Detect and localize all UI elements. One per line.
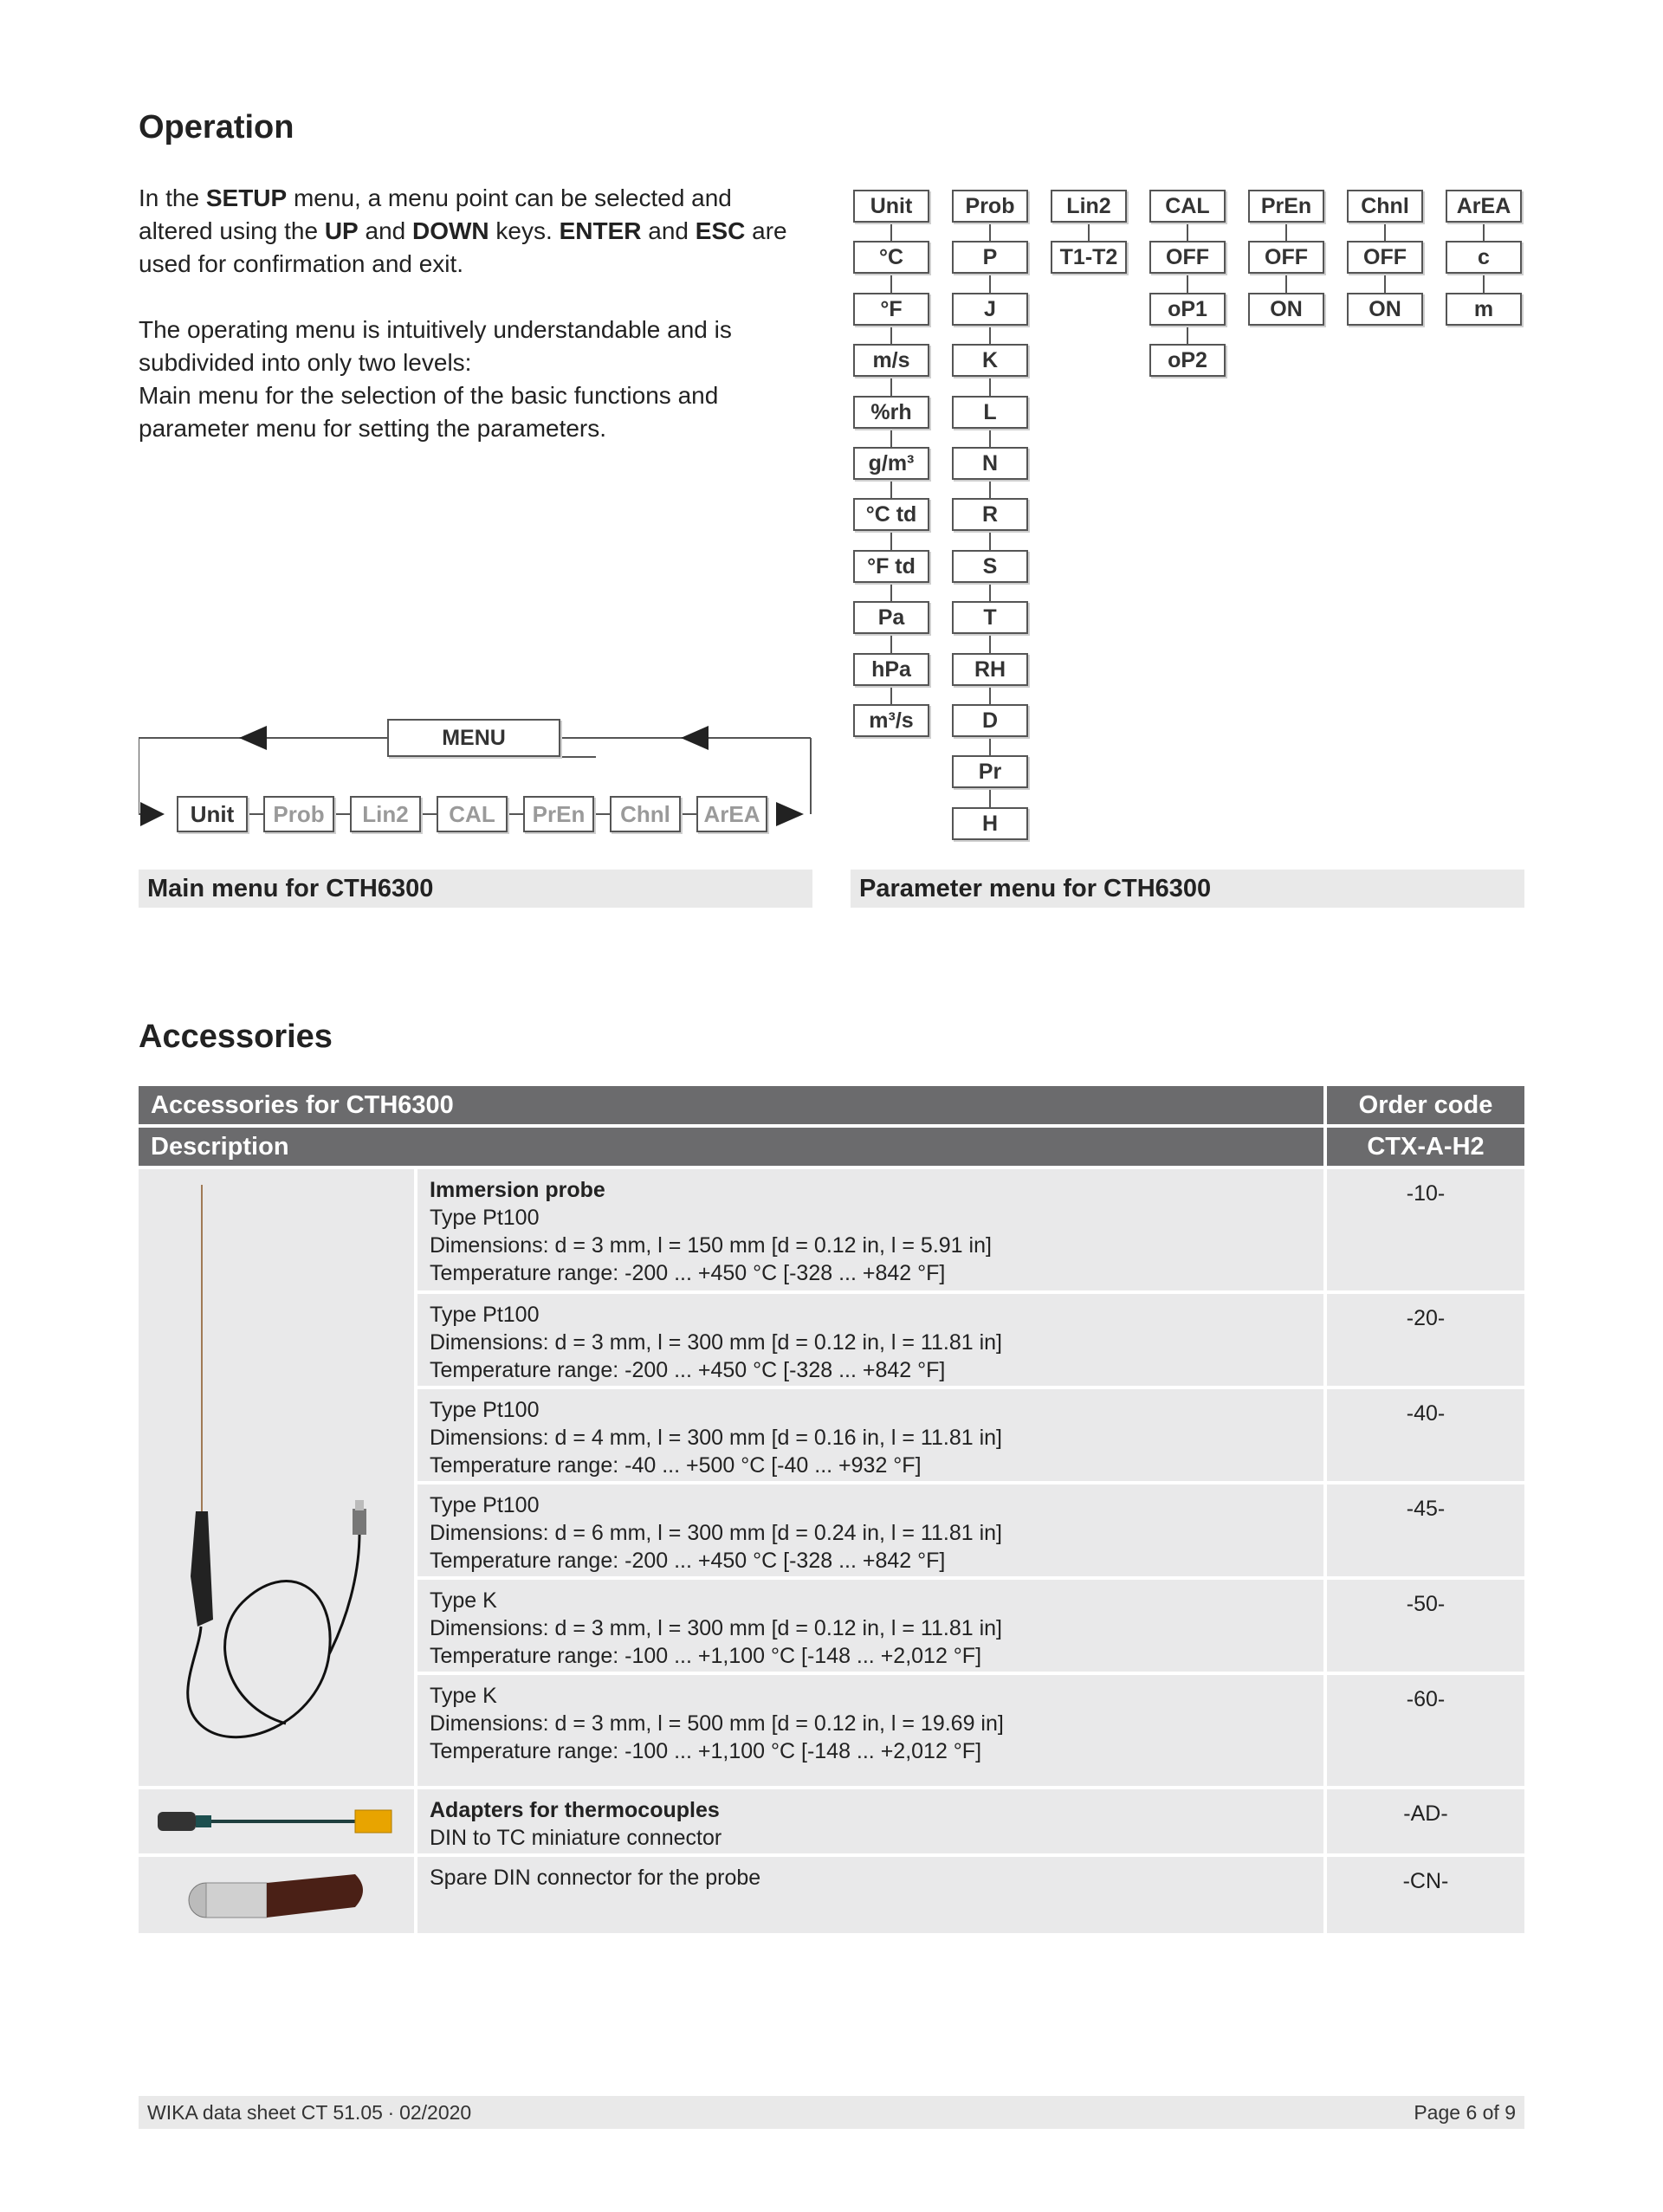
parameter-option: ON (1248, 293, 1324, 326)
parameter-option: m/s (853, 344, 929, 377)
parameter-option: hPa (853, 653, 929, 686)
description-line: Immersion probe (430, 1178, 605, 1202)
parameter-column-head: ArEA (1446, 190, 1522, 223)
order-code: -CN- (1327, 1857, 1524, 1933)
main-menu-diagram (139, 710, 814, 849)
parameter-option: m³/s (853, 704, 929, 737)
parameter-option: OFF (1149, 241, 1226, 274)
footer-document-id: WIKA data sheet CT 51.05 ∙ 02/2020 (147, 2100, 472, 2124)
table-header-order-code: Order code (1327, 1086, 1524, 1124)
operation-intro (139, 182, 832, 445)
parameter-option: OFF (1248, 241, 1324, 274)
description-line: Adapters for thermocouples (430, 1798, 720, 1822)
description-line: Temperature range: -200 ... +450 °C [-328 ... +842 °F] (430, 1549, 946, 1573)
din-connector-image (139, 1857, 414, 1933)
accessory-description (417, 1294, 1323, 1386)
description-line: Spare DIN connector for the probe (430, 1866, 761, 1890)
parameter-column-head: Prob (952, 190, 1028, 223)
parameter-option: J (952, 293, 1028, 326)
main-menu-item-pren: PrEn (523, 796, 594, 832)
main-menu-item-lin2: Lin2 (350, 796, 421, 832)
parameter-option: g/m³ (853, 447, 929, 480)
parameter-option: K (952, 344, 1028, 377)
parameter-column-head: Unit (853, 190, 929, 223)
accessory-description (417, 1675, 1323, 1786)
accessory-description (417, 1484, 1323, 1576)
parameter-option: °C td (853, 498, 929, 531)
description-line: Temperature range: -200 ... +450 °C [-328 ... +842 °F] (430, 1261, 946, 1285)
parameter-option: m (1446, 293, 1522, 326)
parameter-column-head: Lin2 (1051, 190, 1127, 223)
parameter-option: c (1446, 241, 1522, 274)
intro-paragraph-1: In the SETUP menu, a menu point can be selected and altered using the UP and DOWN keys. ENTER and ESC are used for confirmation and exit. (139, 184, 787, 277)
parameter-option: RH (952, 653, 1028, 686)
description-line: Type Pt100 (430, 1398, 540, 1422)
accessory-description (417, 1389, 1323, 1481)
description-line: Dimensions: d = 6 mm, l = 300 mm [d = 0.24 in, l = 11.81 in] (430, 1521, 1002, 1545)
description-line: Temperature range: -100 ... +1,100 °C [-148 ... +2,012 °F] (430, 1739, 982, 1763)
main-menu-caption: Main menu for CTH6300 (139, 870, 812, 908)
right-arrow-icon (140, 802, 165, 826)
table-header-left: Accessories for CTH6300 (139, 1086, 1323, 1124)
thermocouple-adapter-image (139, 1789, 414, 1853)
description-line: Type Pt100 (430, 1303, 540, 1327)
accessory-description (417, 1857, 1323, 1933)
description-line: Type Pt100 (430, 1493, 540, 1517)
parameter-option: T1-T2 (1051, 241, 1127, 274)
accessory-description (417, 1169, 1323, 1290)
page-footer (139, 2096, 1524, 2129)
order-code: -50- (1327, 1580, 1524, 1672)
intro-paragraph-2: The operating menu is intuitively understandable and is subdivided into only two levels: Main menu for the selection of the basic functions and parameter menu for setting the parameters. (139, 316, 732, 442)
parameter-option: °F td (853, 550, 929, 583)
accessory-description (417, 1789, 1323, 1853)
table-header-product-code: CTX-A-H2 (1327, 1128, 1524, 1166)
description-line: Dimensions: d = 3 mm, l = 300 mm [d = 0.12 in, l = 11.81 in] (430, 1616, 1002, 1640)
description-line: Temperature range: -100 ... +1,100 °C [-148 ... +2,012 °F] (430, 1644, 982, 1668)
order-code: -AD- (1327, 1789, 1524, 1853)
order-code: -40- (1327, 1389, 1524, 1481)
parameter-option: °F (853, 293, 929, 326)
description-line: Dimensions: d = 3 mm, l = 300 mm [d = 0.12 in, l = 11.81 in] (430, 1330, 1002, 1355)
parameter-option: Pa (853, 601, 929, 634)
description-line: Type K (430, 1588, 497, 1613)
main-menu-item-prob: Prob (263, 796, 334, 832)
left-arrow-icon (239, 726, 267, 750)
parameter-option: N (952, 447, 1028, 480)
parameter-column-head: Chnl (1347, 190, 1423, 223)
parameter-option: H (952, 807, 1028, 840)
description-line: Temperature range: -200 ... +450 °C [-328 ... +842 °F] (430, 1358, 946, 1382)
right-arrow-icon (776, 802, 804, 826)
parameter-option: oP1 (1149, 293, 1226, 326)
parameter-option: oP2 (1149, 344, 1226, 377)
order-code: -60- (1327, 1675, 1524, 1786)
parameter-option: D (952, 704, 1028, 737)
footer-page-number: Page 6 of 9 (1414, 2100, 1516, 2124)
description-line: Dimensions: d = 3 mm, l = 150 mm [d = 0.12 in, l = 5.91 in] (430, 1233, 992, 1258)
order-code: -20- (1327, 1294, 1524, 1386)
description-line: DIN to TC miniature connector (430, 1826, 722, 1850)
menu-key-box: MENU (387, 719, 560, 757)
parameter-option: %rh (853, 396, 929, 429)
accessories-title: Accessories (139, 1019, 333, 1055)
table-header-description: Description (139, 1128, 1323, 1166)
left-arrow-icon (681, 726, 709, 750)
main-menu-item-chnl: Chnl (610, 796, 681, 832)
parameter-option: S (952, 550, 1028, 583)
description-line: Type Pt100 (430, 1206, 540, 1230)
parameter-option: °C (853, 241, 929, 274)
order-code: -45- (1327, 1484, 1524, 1576)
parameter-option: R (952, 498, 1028, 531)
immersion-probe-image (139, 1169, 414, 1786)
main-menu-item-cal: CAL (437, 796, 508, 832)
parameter-option: P (952, 241, 1028, 274)
order-code: -10- (1327, 1169, 1524, 1290)
operation-title: Operation (139, 109, 294, 146)
main-menu-item-unit: Unit (177, 796, 248, 832)
description-line: Type K (430, 1684, 497, 1708)
parameter-menu-caption: Parameter menu for CTH6300 (851, 870, 1524, 908)
parameter-option: Pr (952, 755, 1028, 788)
immersion-probe-image-cell (139, 1169, 414, 1786)
accessory-description (417, 1580, 1323, 1672)
parameter-option: ON (1347, 293, 1423, 326)
parameter-option: L (952, 396, 1028, 429)
adapter-image-cell (139, 1789, 414, 1853)
parameter-column-head: CAL (1149, 190, 1226, 223)
description-line: Temperature range: -40 ... +500 °C [-40 ... +932 °F] (430, 1453, 922, 1478)
description-line: Dimensions: d = 3 mm, l = 500 mm [d = 0.12 in, l = 19.69 in] (430, 1711, 1004, 1736)
din-connector-image-cell (139, 1857, 414, 1933)
description-line: Dimensions: d = 4 mm, l = 300 mm [d = 0.16 in, l = 11.81 in] (430, 1426, 1002, 1450)
parameter-option: T (952, 601, 1028, 634)
parameter-column-head: PrEn (1248, 190, 1324, 223)
parameter-option: OFF (1347, 241, 1423, 274)
main-menu-item-area: ArEA (696, 796, 767, 832)
